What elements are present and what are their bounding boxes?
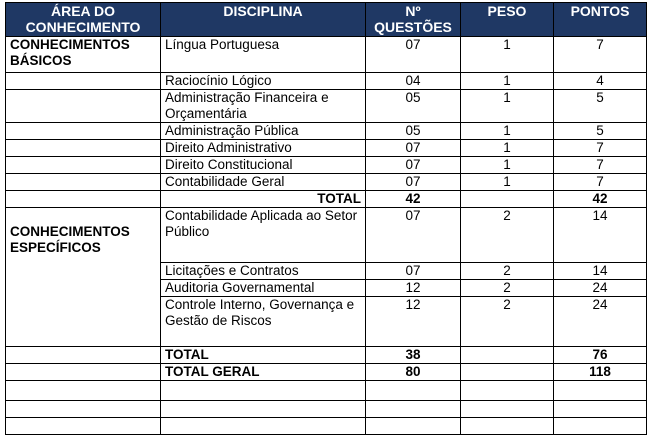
total-peso-empty	[461, 191, 554, 208]
total-pontos: 42	[554, 191, 647, 208]
questoes-cell: 05	[366, 123, 461, 140]
area-basicos-line1: CONHECIMENTOS	[10, 37, 130, 52]
disciplina-cell: Direito Constitucional	[161, 157, 366, 174]
total-pontos: 76	[554, 347, 647, 364]
table-row	[6, 140, 647, 157]
pontos-cell: 4	[554, 73, 647, 90]
header-disciplina: DISCIPLINA	[161, 3, 366, 37]
questoes-cell: 07	[366, 37, 461, 73]
questoes-cell: 07	[366, 263, 461, 280]
area-empty-cell	[6, 364, 161, 381]
area-especificos-line2: ESPECÍFICOS	[10, 240, 101, 255]
header-area-line1: ÁREA DO	[50, 3, 116, 19]
peso-cell: 1	[461, 123, 554, 140]
peso-cell: 1	[461, 140, 554, 157]
empty-cell	[554, 418, 647, 435]
total-questoes: 38	[366, 347, 461, 364]
empty-cell	[161, 401, 366, 418]
disciplina-cell: Contabilidade Geral	[161, 174, 366, 191]
table-row	[6, 37, 647, 73]
empty-cell	[366, 401, 461, 418]
pontos-cell: 14	[554, 263, 647, 280]
total-label: TOTAL	[161, 347, 366, 364]
peso-cell: 2	[461, 297, 554, 347]
area-empty-cell	[6, 191, 161, 208]
questoes-cell: 04	[366, 73, 461, 90]
empty-cell	[6, 418, 161, 435]
questoes-cell: 07	[366, 174, 461, 191]
disciplina-cell: Licitações e Contratos	[161, 263, 366, 280]
area-empty-cell	[6, 174, 161, 191]
empty-row	[6, 401, 647, 418]
total-geral-pontos: 118	[554, 364, 647, 381]
header-area	[6, 3, 161, 37]
area-especificos	[6, 208, 161, 347]
questoes-cell: 05	[366, 90, 461, 123]
pontos-cell: 14	[554, 208, 647, 263]
peso-cell: 1	[461, 90, 554, 123]
pontos-cell: 7	[554, 174, 647, 191]
peso-cell: 1	[461, 174, 554, 191]
disciplina-cell: Controle Interno, Governança e Gestão de Riscos	[161, 297, 366, 347]
total-geral-row	[6, 364, 647, 381]
empty-cell	[554, 381, 647, 401]
area-basicos	[6, 37, 161, 73]
peso-cell: 1	[461, 157, 554, 174]
disciplina-cell: Administração Financeira e Orçamentária	[161, 90, 366, 123]
disciplina-cell: Raciocínio Lógico	[161, 73, 366, 90]
empty-cell	[366, 381, 461, 401]
peso-cell: 2	[461, 280, 554, 297]
area-empty-cell	[6, 140, 161, 157]
pontos-cell: 24	[554, 280, 647, 297]
table-row	[6, 157, 647, 174]
questoes-cell: 12	[366, 297, 461, 347]
header-questoes-line1: Nº	[405, 3, 421, 19]
total-row-especificos	[6, 347, 647, 364]
empty-row	[6, 381, 647, 401]
empty-cell	[6, 401, 161, 418]
table-header-row	[6, 3, 647, 37]
disciplina-cell: Direito Administrativo	[161, 140, 366, 157]
total-peso-empty	[461, 347, 554, 364]
area-empty-cell	[6, 123, 161, 140]
total-geral-peso-empty	[461, 364, 554, 381]
pontos-cell: 7	[554, 140, 647, 157]
disciplina-cell: Contabilidade Aplicada ao Setor Público	[161, 208, 366, 263]
area-empty-cell	[6, 73, 161, 90]
header-questoes-line2: QUESTÕES	[374, 19, 452, 35]
empty-cell	[161, 418, 366, 435]
questoes-cell: 07	[366, 157, 461, 174]
total-questoes: 42	[366, 191, 461, 208]
peso-cell: 1	[461, 73, 554, 90]
disciplina-cell: Auditoria Governamental	[161, 280, 366, 297]
empty-row	[6, 418, 647, 435]
area-empty-cell	[6, 157, 161, 174]
pontos-cell: 5	[554, 90, 647, 123]
header-peso: PESO	[461, 3, 554, 37]
empty-cell	[461, 401, 554, 418]
header-pontos: PONTOS	[554, 3, 647, 37]
total-label: TOTAL	[161, 191, 366, 208]
pontos-cell: 7	[554, 37, 647, 73]
table-row	[6, 123, 647, 140]
pontos-cell: 7	[554, 157, 647, 174]
empty-cell	[554, 401, 647, 418]
pontos-cell: 24	[554, 297, 647, 347]
peso-cell: 1	[461, 37, 554, 73]
empty-cell	[366, 418, 461, 435]
table-row	[6, 174, 647, 191]
area-empty-cell	[6, 347, 161, 364]
exam-table	[5, 2, 647, 435]
total-row-basicos	[6, 191, 647, 208]
peso-cell: 2	[461, 263, 554, 280]
total-geral-label: TOTAL GERAL	[161, 364, 366, 381]
questoes-cell: 12	[366, 280, 461, 297]
header-area-line2: CONHECIMENTO	[25, 19, 141, 35]
empty-cell	[161, 381, 366, 401]
table-row	[6, 90, 647, 123]
area-basicos-line2: BÁSICOS	[10, 53, 72, 68]
disciplina-cell: Administração Pública	[161, 123, 366, 140]
area-empty-cell	[6, 90, 161, 123]
peso-cell: 2	[461, 208, 554, 263]
questoes-cell: 07	[366, 140, 461, 157]
area-especificos-line1: CONHECIMENTOS	[10, 224, 130, 239]
disciplina-cell: Língua Portuguesa	[161, 37, 366, 73]
empty-cell	[461, 418, 554, 435]
table-row	[6, 73, 647, 90]
total-geral-questoes: 80	[366, 364, 461, 381]
table-row	[6, 208, 647, 263]
questoes-cell: 07	[366, 208, 461, 263]
empty-cell	[6, 381, 161, 401]
pontos-cell: 5	[554, 123, 647, 140]
empty-cell	[461, 381, 554, 401]
header-questoes	[366, 3, 461, 37]
